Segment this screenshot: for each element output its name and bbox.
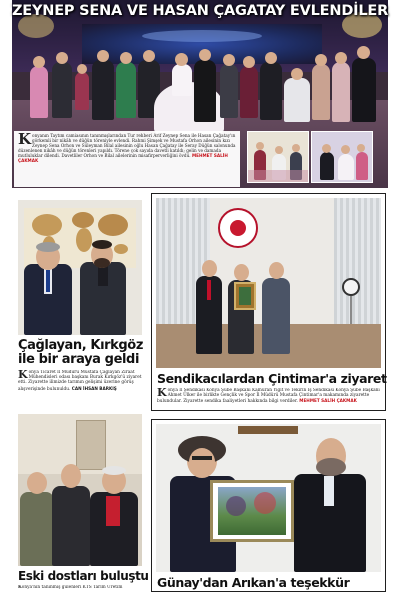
top-story-title: ZEYNEP SENA VE HASAN ÇAGATAY EVLENDİLER [11, 3, 389, 19]
caglayan-dropcap: K [18, 370, 28, 381]
caglayan-body-text: onya Ticaret İl Müdürü Mustafa Çağlayan Ziraat Mühendisleri odası başkanı Burak Kırkgöz'ü ziyaret etti. Ziyarette ilimizde tarımın gelişimi üzerine görüş alışverişinde bulunuldu. [18, 370, 142, 392]
top-story-body: onyanın Taytım camiasının tanınmışlarından Tur rehberi Arif Zeynep Sena ile Hasan Çağatay'ın görkemli bir nikâh ve düğün töreniyle evlendi. Rahmi Şimşek ve Mustafa Orhon ailesinin kızı Zeynep Sena Orhon ve Süleyman Bilal ailesinin oğlu Hasan Çağatay ile Seray Düğün salonunda düzenlenen nikâh ve düğün törenleri yapıldı. Törene çok sayıda davetli katıldı; gelin ve damada mutluluklar dilendi. Davetliler Orhon ve Bilal ailelerinin misafirperverliğini övdü. [18, 133, 236, 159]
wedding-inset-photo-2 [311, 131, 373, 183]
caglayan-body [18, 370, 144, 400]
sendikaci-body-text: onya İl Sendikası Konya Şube Başkanı Kamuran Yiğit ve Tekirin İş Sendikası Konya Şube Başkanı Ahmet Ülker ile birlikte Gençlik ve Spor İl Müdürü Mustafa Çintimar'a makamında ziyarette bulundular. Ziyarette sendika faaliyetleri hakkında bilgi verdiler. [157, 388, 380, 405]
eski-dostlar-body [18, 585, 144, 593]
sendikaci-headline: Sendikacılardan Çintimar'a ziyaret [157, 371, 387, 386]
sendikaci-byline: MEHMET SALİH ÇAKMAK [299, 398, 357, 404]
top-story-caption [14, 131, 240, 187]
gunay-photo [156, 424, 381, 572]
eski-dostlar-dropcap: K [18, 585, 22, 590]
caglayan-headline-line2: ile bir araya geldi [18, 352, 140, 367]
wedding-inset-photo-1 [247, 131, 309, 183]
top-story-byline: MEHMET SALİH ÇAKMAK [18, 153, 228, 164]
gunay-headline: Günay'dan Arıkan'a teşekkür [157, 575, 350, 590]
sendikaci-photo [156, 198, 381, 368]
eski-dostlar-body-text: onya'nın tanınmış gülenleri KTS Tarım Üretim [21, 585, 123, 590]
caglayan-byline: CAN İHSAN BARKIŞ [71, 385, 117, 391]
caglayan-photo [18, 200, 142, 335]
sendikaci-dropcap: K [157, 388, 167, 399]
sendikaci-body [157, 388, 382, 409]
eski-dostlar-headline: Eski dostları buluştu [18, 569, 149, 583]
eski-dostlar-photo [18, 414, 142, 566]
top-story-dropcap: K [18, 131, 32, 148]
caglayan-headline-line1: Çağlayan, Kırkgöz [18, 338, 144, 353]
